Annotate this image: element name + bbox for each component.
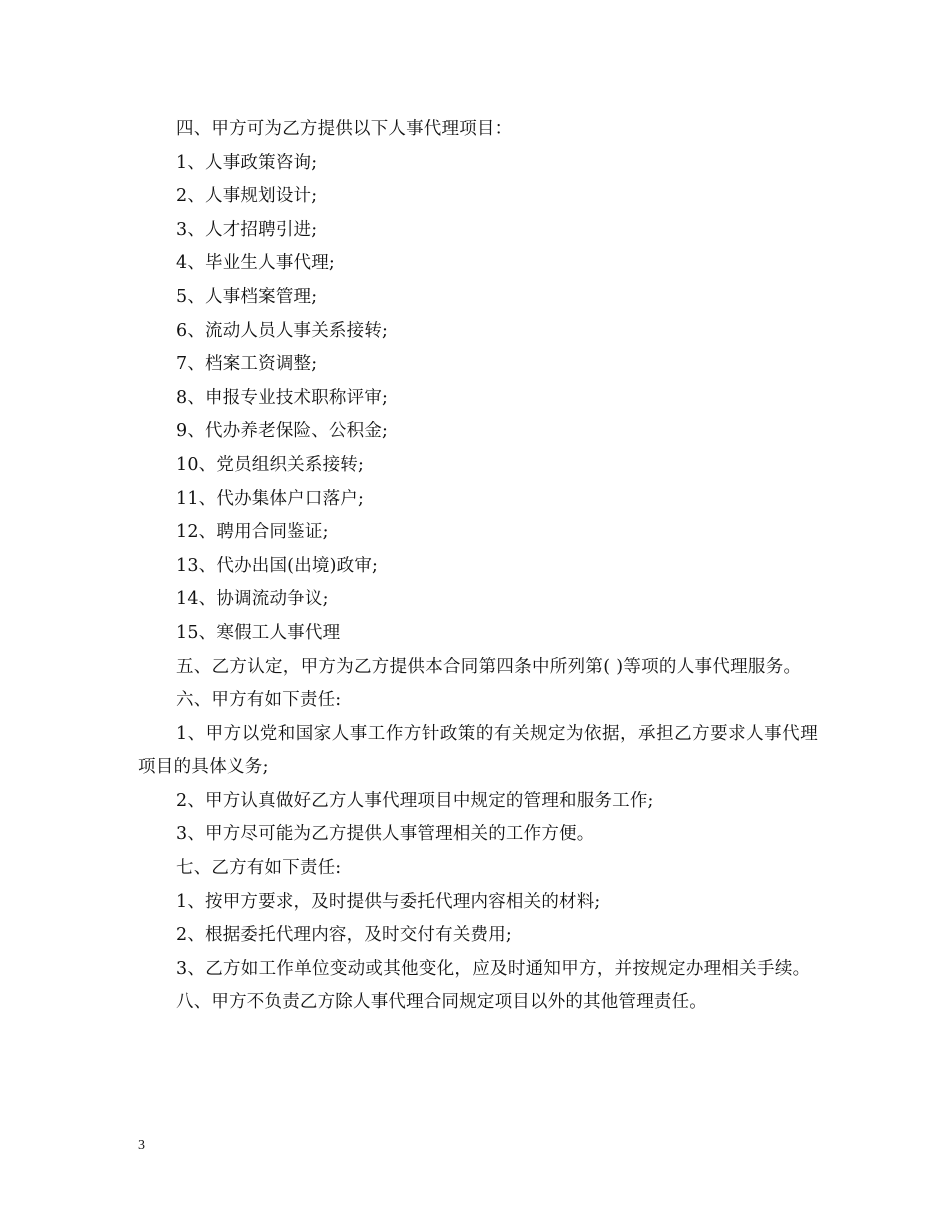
- clause-5-paragraph: 五、乙方认定，甲方为乙方提供本合同第四条中所列第( )等项的人事代理服务。: [176, 656, 802, 677]
- clause-7-item-3: 3、乙方如工作单位变动或其他变化，应及时通知甲方，并按规定办理相关手续。: [176, 958, 811, 979]
- list-item: 1、人事政策咨询;: [176, 152, 318, 173]
- clause-7-heading: 七、乙方有如下责任:: [176, 858, 342, 879]
- list-item: 6、流动人员人事关系接转;: [176, 320, 389, 341]
- list-item: 8、申报专业技术职称评审;: [176, 387, 389, 408]
- list-item: 13、代办出国(出境)政审;: [176, 555, 379, 576]
- clause-4-heading: 四、甲方可为乙方提供以下人事代理项目：: [176, 119, 513, 139]
- list-item: 5、人事档案管理;: [176, 286, 318, 307]
- clause-6-item-3: 3、甲方尽可能为乙方提供人事管理相关的工作方便。: [176, 824, 595, 845]
- clause-6-item-2: 2、甲方认真做好乙方人事代理项目中规定的管理和服务工作;: [176, 790, 654, 811]
- list-item: 2、人事规划设计;: [176, 186, 318, 207]
- clause-8-paragraph: 八、甲方不负责乙方除人事代理合同规定项目以外的其他管理责任。: [176, 992, 707, 1013]
- list-item: 9、代办养老保险、公积金;: [176, 421, 389, 442]
- list-item: 11、代办集体户口落户;: [176, 488, 365, 509]
- list-item: 12、聘用合同鉴证;: [176, 522, 329, 543]
- clause-6-heading: 六、甲方有如下责任:: [176, 690, 342, 711]
- page-number: 3: [138, 1138, 145, 1153]
- list-item: 14、协调流动争议;: [176, 589, 329, 610]
- clause-6-item-1: 1、甲方以党和国家人事工作方针政策的有关规定为依据，承担乙方要求人事代理项目的具体义务;: [138, 723, 818, 778]
- clause-7-item-1: 1、按甲方要求，及时提供与委托代理内容相关的材料;: [176, 891, 601, 912]
- list-item: 3、人才招聘引进;: [176, 219, 318, 240]
- list-item: 10、党员组织关系接转;: [176, 454, 365, 475]
- list-item: 4、毕业生人事代理;: [176, 253, 336, 274]
- document-body: [138, 113, 818, 1020]
- list-item: 15、寒假工人事代理: [176, 622, 341, 643]
- clause-7-item-2: 2、根据委托代理内容，及时交付有关费用;: [176, 925, 513, 946]
- list-item: 7、档案工资调整;: [176, 354, 318, 375]
